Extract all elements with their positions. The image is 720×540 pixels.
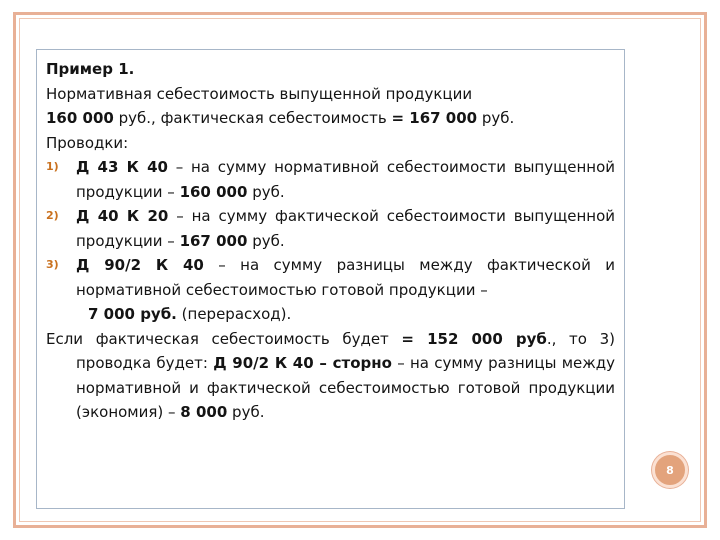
page-number: 8	[666, 463, 674, 477]
posting-description: – на сумму нормативной себестоимости выпущенной продукции –	[76, 158, 615, 201]
final-text-3: – на сумму разницы между нормативной и фактической себестоимостью готовой продукции (экономия) –	[76, 354, 616, 421]
list-item	[46, 155, 615, 204]
final-bold-2: Д 90/2 К 40 – сторно	[213, 354, 392, 372]
list-item	[46, 204, 615, 253]
final-text-1: Если фактическая себестоимость будет	[46, 329, 402, 348]
posting-entry: Д 40 К 20	[76, 207, 169, 225]
posting-entry: Д 43 К 40	[76, 158, 168, 176]
text-line-normative: Нормативная себестоимость выпущенной продукции	[46, 84, 473, 103]
amount-value: 160 000	[46, 109, 114, 127]
list-number: 2)	[46, 209, 59, 222]
final-bold-3: 8 000	[180, 403, 228, 421]
overrun-amount: 7 000 руб.	[88, 305, 177, 323]
content-box	[36, 49, 625, 509]
text-line-actual-content: 160 000 руб., фактическая себестоимость = 167 000 руб.	[46, 109, 515, 127]
list-number: 3)	[46, 258, 59, 271]
posting-description: – на сумму фактической себестоимости выпущенной продукции –	[76, 207, 615, 250]
posting-amount: 167 000	[179, 231, 248, 250]
list-number: 1)	[46, 160, 59, 173]
final-bold-1: = 152 000 руб	[401, 329, 547, 348]
posting-unit: руб.	[247, 231, 285, 250]
postings-label: Проводки:	[46, 133, 129, 152]
page-number-badge	[652, 452, 688, 488]
overrun-line	[46, 302, 615, 327]
posting-description: – на сумму разницы между фактической и нормативной себестоимостью готовой продукции –	[76, 256, 615, 299]
final-text-4: руб.	[227, 403, 265, 421]
text-line-actual	[46, 106, 615, 131]
example-title: Пример 1.	[46, 60, 135, 78]
final-text-2: ., то 3) проводка будет:	[76, 329, 615, 372]
posting-amount: 160 000	[179, 182, 248, 201]
posting-unit: руб.	[247, 182, 285, 201]
overrun-note: (перерасход).	[176, 305, 292, 323]
posting-entry: Д 90/2 К 40	[76, 256, 204, 274]
final-paragraph	[46, 327, 615, 425]
list-item	[46, 253, 615, 302]
postings-list	[46, 155, 615, 302]
amount-value: = 167 000	[391, 109, 478, 127]
